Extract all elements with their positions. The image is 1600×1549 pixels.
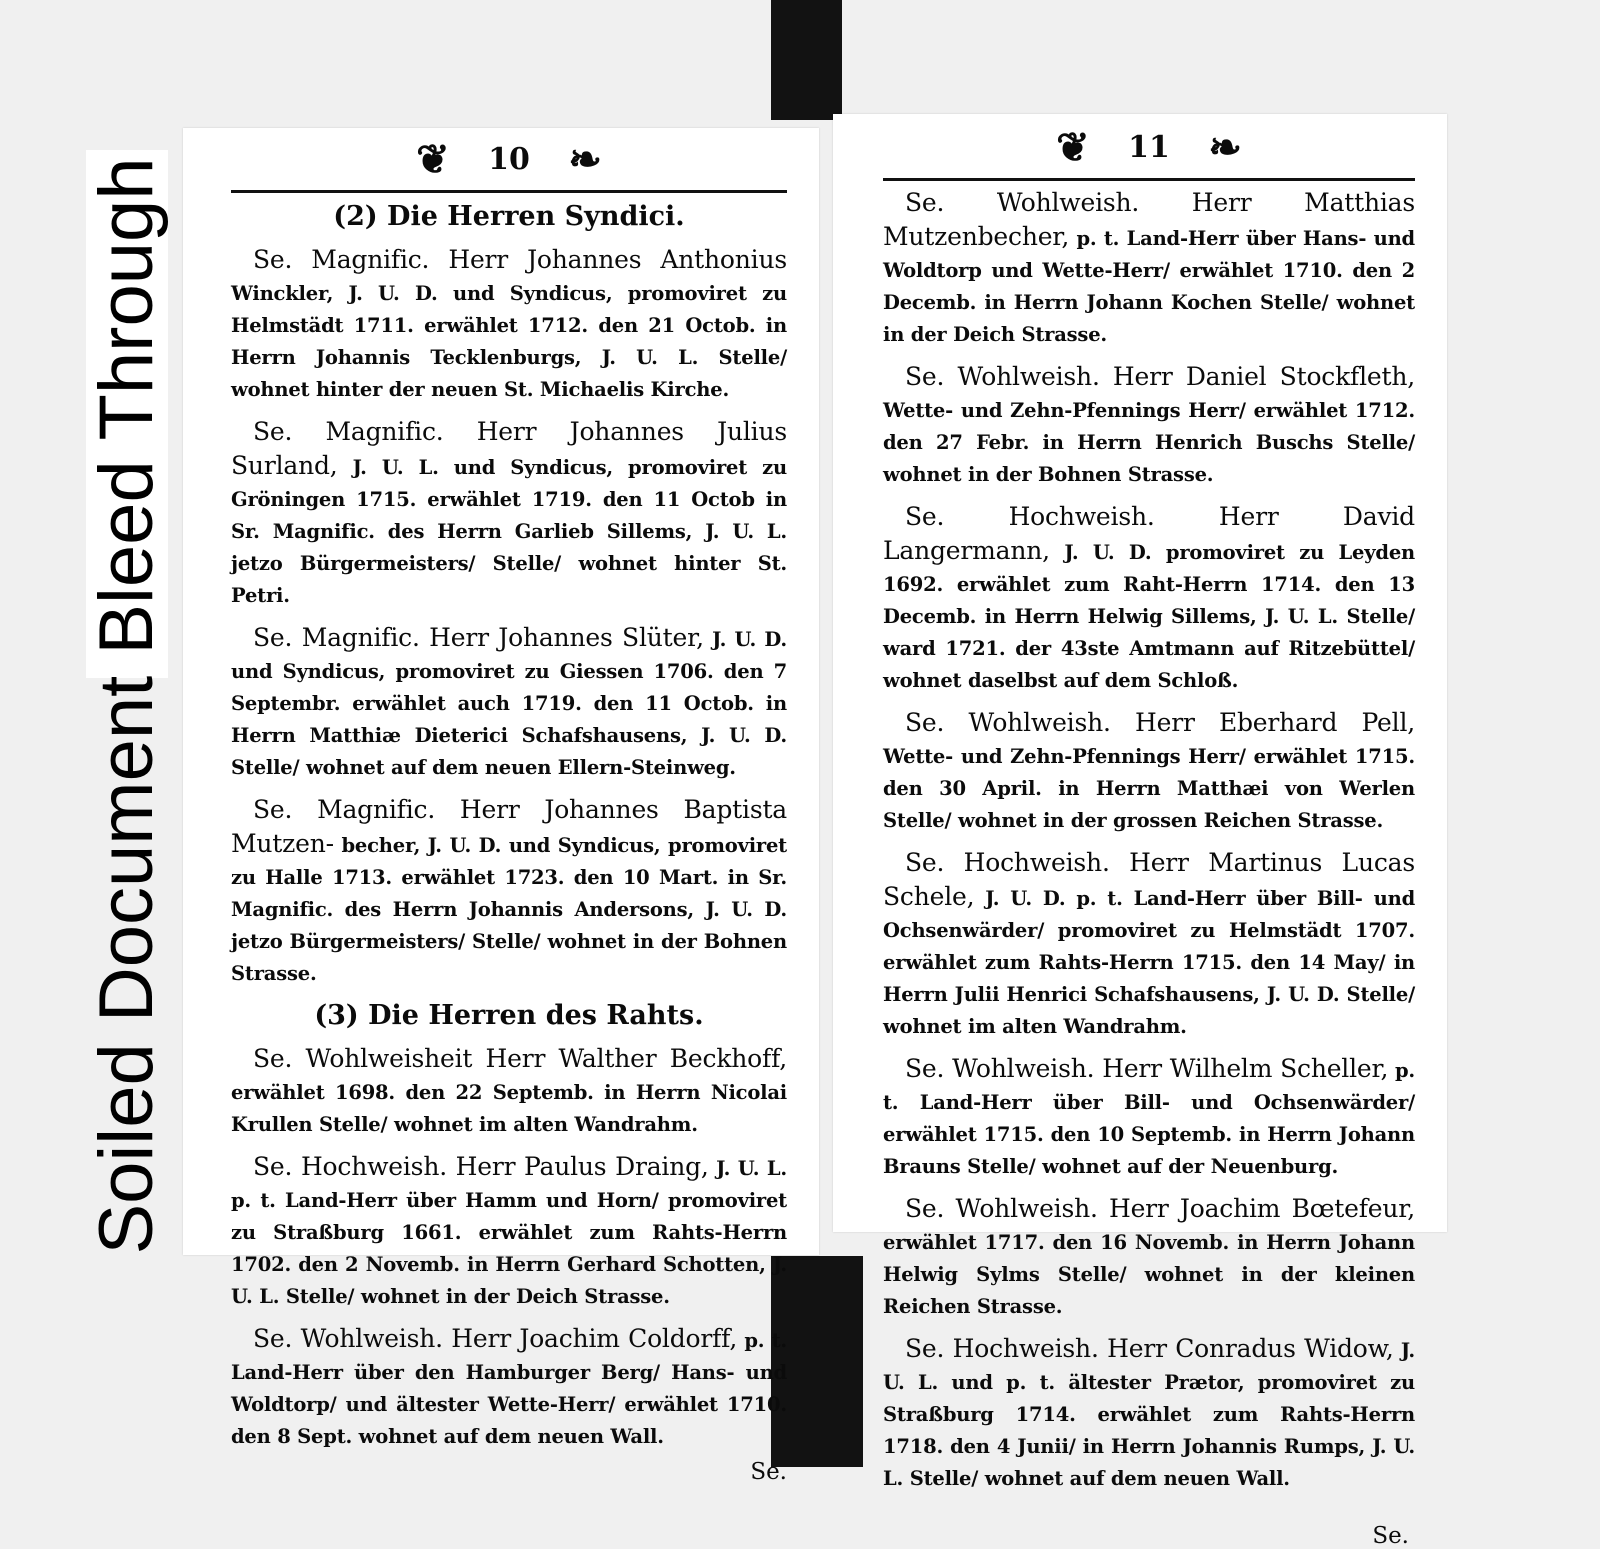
entry-schele bbox=[883, 847, 1415, 1043]
black-tape-top bbox=[771, 0, 842, 120]
entry-head: Se. Wohlweish. Herr Wilhelm Scheller, bbox=[905, 1054, 1389, 1083]
running-head-right bbox=[883, 124, 1415, 181]
entry-text: J. U. D. und Syndicus, promoviret zu Giessen 1706. den 7 Septembr. erwählet auch 1719. den 11 Octob. in Herrn Matthiæ Dieterici Schafshausens, J. U. D. Stelle/ wohnet auf dem neuen Ellern-Steinweg. bbox=[231, 628, 787, 779]
entry-head: Se. Wohlweisheit Herr Walther Beckhoff, bbox=[253, 1044, 787, 1073]
entry-winckler bbox=[231, 244, 787, 406]
entry-head: Se. Hochweish. Herr Paulus Draing, bbox=[253, 1152, 709, 1181]
entry-text: becher, J. U. D. und Syndicus, promoviret zu Halle 1713. erwählet 1723. den 10 Mart. in Sr. Magnific. des Herrn Johannis Andersons, J. U. D. jetzo Bürgermeisters/ Stelle/ wohnet in der Bohnen Strasse. bbox=[231, 834, 787, 985]
entry-beckhoff bbox=[231, 1043, 787, 1141]
entry-scheller bbox=[883, 1053, 1415, 1183]
rahts-entries bbox=[231, 1043, 787, 1453]
entry-text: p. t. Land-Herr über Bill- und Ochsenwärder/ erwählet 1715. den 10 Septemb. in Herrn Johann Brauns Stelle/ wohnet auf der Neuenburg. bbox=[883, 1059, 1415, 1178]
entry-text: J. U. L. und Syndicus, promoviret zu Gröningen 1715. erwählet 1719. den 11 Octob in Sr. Magnific. des Herrn Garlieb Sillems, J. U. L. jetzo Bürgermeisters/ Stelle/ wohnet hinter St. Petri. bbox=[231, 456, 787, 607]
entry-text: J. U. L. und p. t. ältester Prætor, promoviret zu Straßburg 1714. erwählet zum Rahts-Herrn 1718. den 4 Junii/ in Herrn Johannis Rumps, J. U. L. Stelle/ wohnet auf dem neuen Wall. bbox=[883, 1339, 1415, 1490]
entry-text: Winckler, J. U. D. und Syndicus, promoviret zu Helmstädt 1711. erwählet 1712. den 21 Octob. in Herrn Johannis Tecklenburgs, J. U. L. Stelle/ wohnet hinter der neuen St. Michaelis Kirche. bbox=[231, 282, 787, 401]
section-heading-syndici: (2) Die Herren Syndici. bbox=[333, 201, 685, 232]
entry-surland bbox=[231, 416, 787, 612]
ornament-left-icon: ❦ bbox=[416, 136, 450, 183]
entry-head: Se. Magnific. Herr Johannes Slüter, bbox=[253, 623, 704, 652]
entry-text: p. t. Land-Herr über Hans- und Woldtorp und Wette-Herr/ erwählet 1710. den 2 Decemb. in Herrn Johann Kochen Stelle/ wohnet in der Deich Strasse. bbox=[883, 227, 1415, 346]
entry-text: erwählet 1698. den 22 Septemb. in Herrn Nicolai Krullen Stelle/ wohnet im alten Wandrahm. bbox=[231, 1081, 787, 1136]
entry-head: Se. Hochweish. Herr David Langermann, bbox=[883, 502, 1415, 565]
syndici-entries bbox=[231, 244, 787, 990]
entry-text: erwählet 1717. den 16 Novemb. in Herrn Johann Helwig Sylms Stelle/ wohnet in der kleinen Reichen Strasse. bbox=[883, 1231, 1415, 1318]
entry-pell bbox=[883, 707, 1415, 837]
entry-text: J. U. D. p. t. Land-Herr über Bill- und Ochsenwärder/ promoviret zu Helmstädt 1707. erwählet zum Rahts-Herrn 1715. den 14 May/ in Herrn Julii Henrici Schafshausens, J. U. D. Stelle/ wohnet im alten Wandrahm. bbox=[883, 887, 1416, 1038]
entry-mutzenbecher-jb bbox=[231, 794, 787, 990]
entry-text: J. U. L. p. t. Land-Herr über Hamm und Horn/ promoviret zu Straßburg 1661. erwählet zum Rahts-Herrn 1702. den 2 Novemb. in Herrn Gerhard Schotten, J. U. L. Stelle/ wohnet in der Deich Strasse. bbox=[231, 1157, 788, 1308]
entry-head: Se. Wohlweish. Herr Joachim Bœtefeur, bbox=[905, 1194, 1415, 1223]
side-label: Soiled Document Bleed Through bbox=[84, 157, 169, 1255]
ornament-right-icon: ❧ bbox=[1208, 124, 1242, 171]
page-number-right: 11 bbox=[1128, 130, 1170, 165]
entry-head: Se. Magnific. Herr Johannes Baptista Mutzen- bbox=[231, 795, 787, 858]
ornament-right-icon: ❧ bbox=[568, 136, 602, 183]
entry-head: Se. Wohlweish. Herr Daniel Stockfleth, bbox=[905, 362, 1415, 391]
catchword-left: Se. bbox=[750, 1459, 787, 1485]
page-number-left: 10 bbox=[488, 142, 530, 177]
catchword-right: Se. bbox=[1372, 1523, 1409, 1549]
entry-text: Wette- und Zehn-Pfennings Herr/ erwählet 1712. den 27 Febr. in Herrn Henrich Buschs Stelle/ wohnet in der Bohnen Strasse. bbox=[883, 399, 1415, 486]
entry-head: Se. Wohlweish. Herr Joachim Coldorff, bbox=[253, 1324, 738, 1353]
entry-head: Se. Magnific. Herr Johannes Julius Surland, bbox=[231, 417, 787, 480]
entry-slueter bbox=[231, 622, 787, 784]
entry-text: p. t. Land-Herr über den Hamburger Berg/ Hans- und Woldtorp/ und ältester Wette-Herr/ erwählet 1710. den 8 Sept. wohnet auf dem neuen Wall. bbox=[231, 1329, 788, 1448]
entry-widow bbox=[883, 1333, 1415, 1495]
left-page bbox=[183, 128, 819, 1485]
entry-mutzenbecher-m bbox=[883, 187, 1415, 351]
entry-text: Wette- und Zehn-Pfennings Herr/ erwählet 1715. den 30 April. in Herrn Matthæi von Werlen Stelle/ wohnet in der grossen Reichen Strasse. bbox=[883, 745, 1415, 832]
entry-langermann bbox=[883, 501, 1415, 697]
entry-stockfleth bbox=[883, 361, 1415, 491]
entry-head: Se. Magnific. Herr Johannes Anthonius bbox=[253, 245, 787, 274]
right-page-entries bbox=[883, 187, 1415, 1495]
entry-boetefeur bbox=[883, 1193, 1415, 1323]
ornament-left-icon: ❦ bbox=[1056, 124, 1090, 171]
section-heading-rahts: (3) Die Herren des Rahts. bbox=[314, 1000, 704, 1031]
entry-draing bbox=[231, 1151, 787, 1313]
running-head-left bbox=[231, 136, 787, 193]
entry-head: Se. Wohlweish. Herr Matthias Mutzenbecher, bbox=[883, 188, 1415, 251]
entry-head: Se. Hochweish. Herr Conradus Widow, bbox=[905, 1334, 1394, 1363]
entry-head: Se. Wohlweish. Herr Eberhard Pell, bbox=[905, 708, 1415, 737]
entry-coldorff bbox=[231, 1323, 787, 1453]
entry-text: J. U. D. promoviret zu Leyden 1692. erwählet zum Raht-Herrn 1714. den 13 Decemb. in Herrn Helwig Sillems, J. U. L. Stelle/ ward 1721. der 43ste Amtmann auf Ritzebüttel/ wohnet daselbst auf dem Schloß. bbox=[883, 541, 1415, 692]
right-page bbox=[833, 114, 1447, 1549]
entry-head: Se. Hochweish. Herr Martinus Lucas Schele, bbox=[883, 848, 1415, 911]
